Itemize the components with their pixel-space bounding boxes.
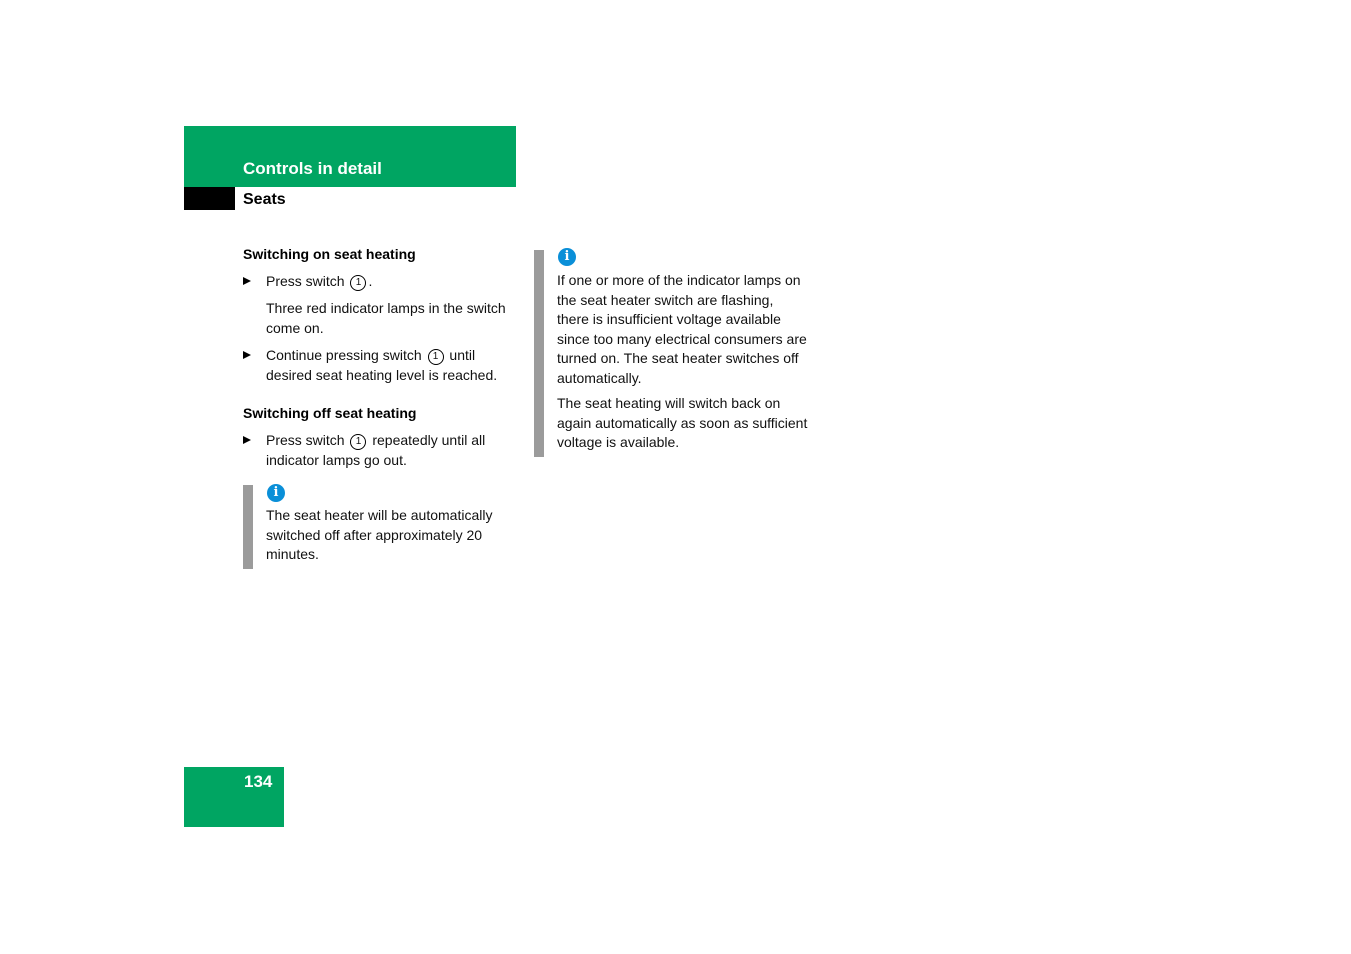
step-text: Press switch — [266, 432, 345, 448]
bullet-arrow-icon — [243, 436, 251, 444]
info-icon: i — [558, 248, 576, 266]
bullet-arrow-icon — [243, 277, 251, 285]
note-paragraph: The seat heating will switch back on again automatically as soon as sufficient voltage is available. — [557, 395, 808, 450]
switching-on-heading: Switching on seat heating — [243, 246, 416, 262]
step-continue-pressing — [243, 346, 523, 385]
step-text: Continue pressing switch — [266, 347, 422, 363]
step-press-switch — [243, 272, 523, 292]
circled-number-icon: 1 — [350, 434, 366, 450]
step-press-repeatedly — [243, 431, 523, 470]
note-paragraph: If one or more of the indicator lamps on the seat heater switch are flashing, there is insufficient voltage available since too many electrical consumers are turned on. The seat heater switches off automatically. — [557, 272, 807, 386]
section-title: Seats — [243, 191, 286, 208]
step-text: Press switch — [266, 273, 345, 289]
step-result-text: Three red indicator lamps in the switch come on. — [266, 300, 506, 336]
note-bar — [534, 250, 544, 457]
page-number: 134 — [244, 772, 273, 791]
switching-off-heading: Switching off seat heating — [243, 405, 417, 421]
step-text: until desired seat heating level is reached. — [266, 347, 498, 383]
step-text: repeatedly until all indicator lamps go out. — [266, 432, 486, 468]
bullet-arrow-icon — [243, 351, 251, 359]
chapter-title: Controls in detail — [243, 159, 382, 178]
section-tab-marker — [184, 187, 235, 210]
step-text: . — [368, 273, 373, 289]
note-text: The seat heater will be automatically switched off after approximately 20 minutes. — [266, 507, 493, 562]
info-icon: i — [267, 484, 285, 502]
note-bar — [243, 485, 253, 569]
circled-number-icon: 1 — [428, 349, 444, 365]
circled-number-icon: 1 — [350, 275, 366, 291]
